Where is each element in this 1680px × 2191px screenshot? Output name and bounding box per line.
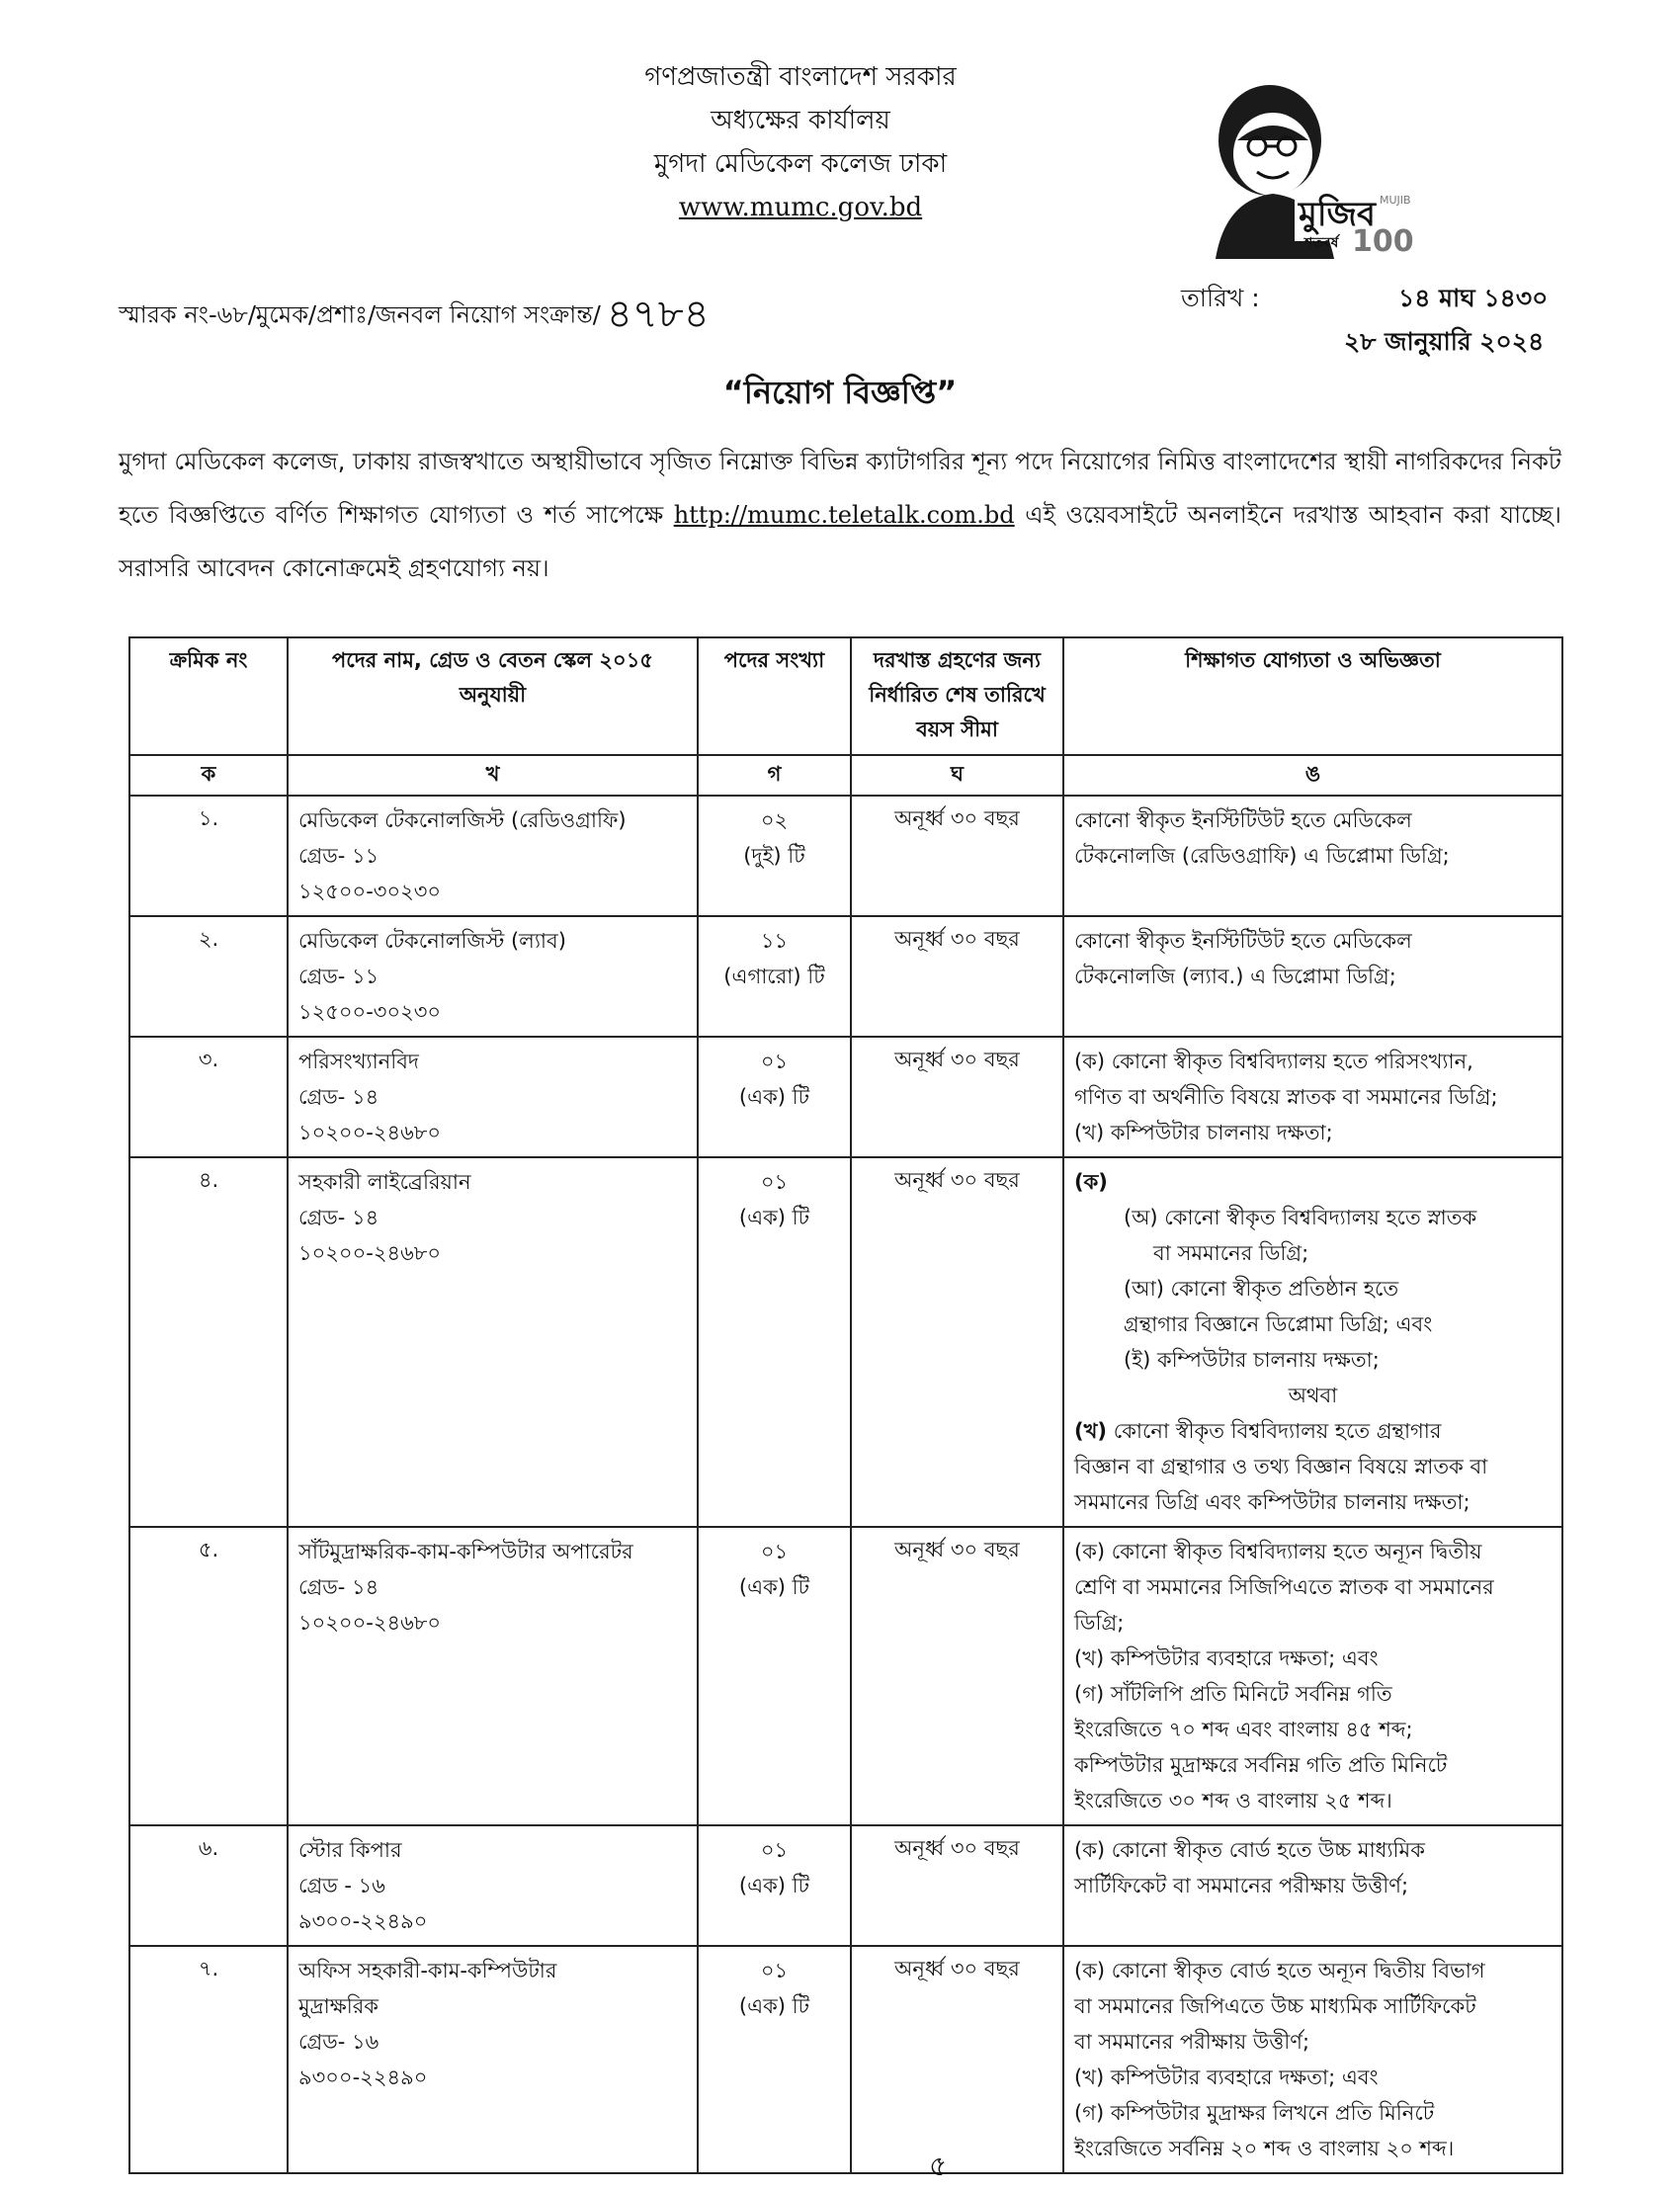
post-cell	[288, 1037, 698, 1157]
page-mark: ৫	[929, 2149, 948, 2182]
count-cell	[698, 1825, 851, 1946]
memo-prefix: স্মারক নং-৬৮/মুমেক/প্রশাঃ/জনবল নিয়োগ সংক্রান্ত/	[119, 300, 601, 329]
count-cell	[698, 1946, 851, 2173]
qualification-line: কম্পিউটার মুদ্রাক্ষরে সর্বনিম্ন গতি প্রতি মিনিটে	[1074, 1753, 1448, 1777]
post-name: সহকারী লাইব্রেরিয়ান	[298, 1170, 471, 1194]
qualification-line: (অ) কোনো স্বীকৃত বিশ্ববিদ্যালয় হতে স্নাতক	[1124, 1206, 1477, 1229]
post-scale: ৯৩০০-২২৪৯০	[298, 1909, 428, 1933]
serial-cell: ৪.	[129, 1157, 288, 1527]
qualification-line: ইংরেজিতে ৩০ শব্দ ও বাংলায় ২৫ শব্দ।	[1074, 1789, 1392, 1812]
index-cell: ক	[129, 755, 288, 796]
post-grade: গ্রেড- ১৪	[298, 1206, 379, 1229]
post-cell	[288, 1946, 698, 2173]
svg-text:শতবর্ষ: শতবর্ষ	[1304, 235, 1339, 251]
serial-cell: ৩.	[129, 1037, 288, 1157]
header-qualification: শিক্ষাগত যোগ্যতা ও অভিজ্ঞতা	[1063, 637, 1562, 755]
count-cell	[698, 1037, 851, 1157]
notice-title: “নিয়োগ বিজ্ঞপ্তি”	[722, 374, 958, 411]
qualification-line: সমমানের ডিগ্রি এবং কম্পিউটার চালনায় দক্ষতা;	[1074, 1490, 1470, 1514]
post-name: মেডিকেল টেকনোলজিস্ট (ল্যাব)	[298, 929, 566, 953]
count-words: (এক) টি	[738, 1206, 810, 1229]
count-number: ০১	[760, 1540, 789, 1563]
post-grade: গ্রেড- ১৪	[298, 1085, 379, 1109]
post-cell	[288, 1157, 698, 1527]
qualification-line: (গ) সাঁটলিপি প্রতি মিনিটে সর্বনিম্ন গতি	[1074, 1682, 1392, 1706]
count-cell	[698, 796, 851, 916]
header-serial: ক্রমিক নং	[129, 637, 288, 755]
office-header	[553, 55, 1048, 229]
qualification-cell	[1063, 796, 1562, 916]
post-scale: ১০২০০-২৪৬৮০	[298, 1241, 442, 1265]
vacancy-table	[128, 636, 1563, 2174]
post-grade: গ্রেড- ১৪	[298, 1575, 379, 1599]
post-scale: ১০২০০-২৪৬৮০	[298, 1121, 442, 1144]
age-cell: অনূর্ধ্ব ৩০ বছর	[851, 1157, 1063, 1527]
table-header-row	[129, 637, 1562, 755]
qualification-line: বা সমমানের ডিগ্রি;	[1153, 1241, 1309, 1265]
index-cell: ঘ	[851, 755, 1063, 796]
svg-text:মুজিব: মুজিব	[1299, 195, 1376, 234]
date-label: তারিখ :	[1181, 284, 1260, 312]
count-number: ০১	[760, 1959, 789, 1982]
post-cell	[288, 1825, 698, 1946]
header-post: পদের নাম, গ্রেড ও বেতন স্কেল ২০১৫ অনুযায়ী	[288, 637, 698, 755]
qualification-line: কোনো স্বীকৃত ইনস্টিটিউট হতে মেডিকেল	[1074, 808, 1412, 832]
count-cell	[698, 1527, 851, 1825]
table-row	[129, 1946, 1562, 2173]
application-url[interactable]: http://mumc.teletalk.com.bd	[673, 501, 1015, 529]
qualification-line: (ক) কোনো স্বীকৃত বিশ্ববিদ্যালয় হতে অন্যূন দ্বিতীয়	[1074, 1540, 1482, 1563]
qualification-or: অথবা	[1288, 1384, 1338, 1407]
header-age: দরখাস্ত গ্রহণের জন্য নির্ধারিত শেষ তারিখে বয়স সীমা	[851, 637, 1063, 755]
govt-title: গণপ্রজাতন্ত্রী বাংলাদেশ সরকার	[644, 62, 957, 92]
table-row	[129, 1825, 1562, 1946]
qualification-cell	[1063, 1946, 1562, 2173]
post-cell	[288, 796, 698, 916]
count-words: (এক) টি	[738, 1085, 810, 1109]
count-words: (এগারো) টি	[723, 965, 825, 988]
post-name: পরিসংখ্যানবিদ	[298, 1050, 419, 1073]
post-name: অফিস সহকারী-কাম-কম্পিউটার	[298, 1959, 557, 1982]
table-row	[129, 796, 1562, 916]
post-name-cont: মুদ্রাক্ষরিক	[298, 1994, 378, 2018]
count-words: (এক) টি	[738, 1575, 810, 1599]
age-cell: অনূর্ধ্ব ৩০ বছর	[851, 1527, 1063, 1825]
count-words: (এক) টি	[738, 1874, 810, 1897]
qualification-cell	[1063, 1527, 1562, 1825]
serial-cell: ১.	[129, 796, 288, 916]
qualification-cell	[1063, 916, 1562, 1037]
qualification-line: (খ) কম্পিউটার ব্যবহারে দক্ষতা; এবং	[1074, 2065, 1379, 2089]
svg-text:100: 100	[1352, 224, 1414, 259]
qualification-line: (গ) কম্পিউটার মুদ্রাক্ষর লিখনে প্রতি মিনিটে	[1074, 2101, 1435, 2125]
website-link[interactable]: www.mumc.gov.bd	[678, 193, 923, 222]
post-cell	[288, 1527, 698, 1825]
post-scale: ১২৫০০-৩০২৩০	[298, 1000, 442, 1024]
index-cell: ঙ	[1063, 755, 1562, 796]
table-row	[129, 1157, 1562, 1527]
index-cell: খ	[288, 755, 698, 796]
age-cell: অনূর্ধ্ব ৩০ বছর	[851, 916, 1063, 1037]
qualification-line	[1074, 1413, 1552, 1449]
table-row	[129, 1527, 1562, 1825]
age-cell: অনূর্ধ্ব ৩০ বছর	[851, 1946, 1063, 2173]
serial-cell: ২.	[129, 916, 288, 1037]
qualification-line: (ক) কোনো স্বীকৃত বিশ্ববিদ্যালয় হতে পরিসংখ্যান,	[1074, 1050, 1473, 1073]
count-number: ১১	[760, 929, 789, 953]
table-index-row	[129, 755, 1562, 796]
age-cell: অনূর্ধ্ব ৩০ বছর	[851, 1037, 1063, 1157]
post-scale: ১০২০০-২৪৬৮০	[298, 1611, 442, 1635]
qualification-line: (খ) কম্পিউটার ব্যবহারে দক্ষতা; এবং	[1074, 1646, 1379, 1670]
qualification-line: টেকনোলজি (রেডিওগ্রাফি) এ ডিপ্লোমা ডিগ্রি;	[1074, 844, 1450, 868]
office-title: অধ্যক্ষের কার্যালয়	[711, 106, 890, 135]
memo-handwritten-number: ৪৭৮৪	[606, 292, 710, 337]
post-grade: গ্রেড- ১১	[298, 965, 379, 988]
post-scale: ৯৩০০-২২৪৯০	[298, 2065, 428, 2089]
date-bangla: ১৪ মাঘ ১৪৩০	[1398, 284, 1549, 312]
post-name: সাঁটমুদ্রাক্ষরিক-কাম-কম্পিউটার অপারেটর	[298, 1540, 633, 1563]
qualification-text: কোনো স্বীকৃত বিশ্ববিদ্যালয় হতে গ্রন্থাগার	[1113, 1419, 1442, 1443]
qualification-cell	[1063, 1037, 1562, 1157]
college-name: মুগদা মেডিকেল কলেজ ঢাকা	[653, 149, 948, 179]
count-words: (এক) টি	[738, 1994, 810, 2018]
qualification-line: গ্রন্থাগার বিজ্ঞানে ডিপ্লোমা ডিগ্রি; এবং	[1124, 1312, 1433, 1336]
count-number: ০১	[760, 1838, 789, 1862]
intro-paragraph	[119, 435, 1561, 595]
index-cell: গ	[698, 755, 851, 796]
serial-cell: ৬.	[129, 1825, 288, 1946]
qualification-line: ইংরেজিতে সর্বনিম্ন ২০ শব্দ ও বাংলায় ২০ শব্দ।	[1074, 2137, 1455, 2160]
qualification-option-a-label: (ক)	[1074, 1170, 1108, 1194]
post-name: মেডিকেল টেকনোলজিস্ট (রেডিওগ্রাফি)	[298, 808, 627, 832]
qualification-line: শ্রেণি বা সমমানের সিজিপিএতে স্নাতক বা সমমানের	[1074, 1575, 1494, 1599]
age-cell: অনূর্ধ্ব ৩০ বছর	[851, 796, 1063, 916]
count-cell	[698, 1157, 851, 1527]
qualification-cell	[1063, 1825, 1562, 1946]
qualification-line: কোনো স্বীকৃত ইনস্টিটিউট হতে মেডিকেল	[1074, 929, 1412, 953]
qualification-cell	[1063, 1157, 1562, 1527]
mujib-100-logo	[1176, 71, 1423, 259]
svg-text:MUJIB: MUJIB	[1380, 194, 1411, 207]
memo-number	[119, 283, 710, 349]
table-row	[129, 916, 1562, 1037]
qualification-line: (ই) কম্পিউটার চালনায় দক্ষতা;	[1124, 1348, 1380, 1372]
post-grade: গ্রেড - ১৬	[298, 1874, 385, 1897]
intro-text-after: এই ওয়েবসাইটে অনলাইনে দরখাস্ত আহবান করা যাচ্ছে। সরাসরি আবেদন কোনোক্রমেই গ্রহণযোগ্য নয়।	[119, 501, 1561, 582]
table-row	[129, 1037, 1562, 1157]
qualification-line: টেকনোলজি (ল্যাব.) এ ডিপ্লোমা ডিগ্রি;	[1074, 965, 1396, 988]
qualification-line: সার্টিফিকেট বা সমমানের পরীক্ষায় উত্তীর্ণ;	[1074, 1874, 1409, 1897]
header-count: পদের সংখ্যা	[698, 637, 851, 755]
post-grade: গ্রেড- ১৬	[298, 2030, 379, 2054]
post-name: স্টোর কিপার	[298, 1838, 402, 1862]
count-number: ০১	[760, 1050, 789, 1073]
date-english: ২৮ জানুয়ারি ২০২৪	[1344, 327, 1545, 356]
count-words: (দুই) টি	[743, 844, 805, 868]
intro-text-before: মুগদা মেডিকেল কলেজ, ঢাকায় রাজস্বখাতে অস্থায়ীভাবে সৃজিত নিম্নোক্ত বিভিন্ন ক্যাটাগরির শূন্য পদে নিয়োগের নিমিত্ত বাংলাদেশের স্থায়ী নাগরিকদের নিকট হতে বিজ্ঞপ্তিতে বর্ণিত শিক্ষাগত যোগ্যতা ও শর্ত সাপেক্ষে	[119, 448, 1561, 529]
post-grade: গ্রেড- ১১	[298, 844, 379, 868]
qualification-line: (খ) কম্পিউটার চালনায় দক্ষতা;	[1074, 1121, 1333, 1144]
qualification-line: গণিত বা অর্থনীতি বিষয়ে স্নাতক বা সমমানের ডিগ্রি;	[1074, 1085, 1498, 1109]
count-cell	[698, 916, 851, 1037]
age-cell: অনূর্ধ্ব ৩০ বছর	[851, 1825, 1063, 1946]
qualification-line: (আ) কোনো স্বীকৃত প্রতিষ্ঠান হতে	[1124, 1277, 1399, 1301]
count-number: ০২	[760, 808, 789, 832]
post-scale: ১২৫০০-৩০২৩০	[298, 880, 442, 903]
qualification-line: ইংরেজিতে ৭০ শব্দ এবং বাংলায় ৪৫ শব্দ;	[1074, 1718, 1413, 1741]
qualification-line: বিজ্ঞান বা গ্রন্থাগার ও তথ্য বিজ্ঞান বিষয়ে স্নাতক বা	[1074, 1455, 1488, 1478]
count-number: ০১	[760, 1170, 789, 1194]
qualification-line: বা সমমানের পরীক্ষায় উত্তীর্ণ;	[1074, 2030, 1310, 2054]
qualification-line: (ক) কোনো স্বীকৃত বোর্ড হতে অন্যূন দ্বিতীয় বিভাগ	[1074, 1959, 1485, 1982]
qualification-line: ডিগ্রি;	[1074, 1611, 1125, 1635]
serial-cell: ৫.	[129, 1527, 288, 1825]
qualification-line: (ক) কোনো স্বীকৃত বোর্ড হতে উচ্চ মাধ্যমিক	[1074, 1838, 1425, 1862]
serial-cell: ৭.	[129, 1946, 288, 2173]
post-cell	[288, 916, 698, 1037]
qualification-line: বা সমমানের জিপিএতে উচ্চ মাধ্যমিক সার্টিফিকেট	[1074, 1994, 1476, 2018]
qualification-option-b-label: (খ)	[1074, 1419, 1107, 1443]
